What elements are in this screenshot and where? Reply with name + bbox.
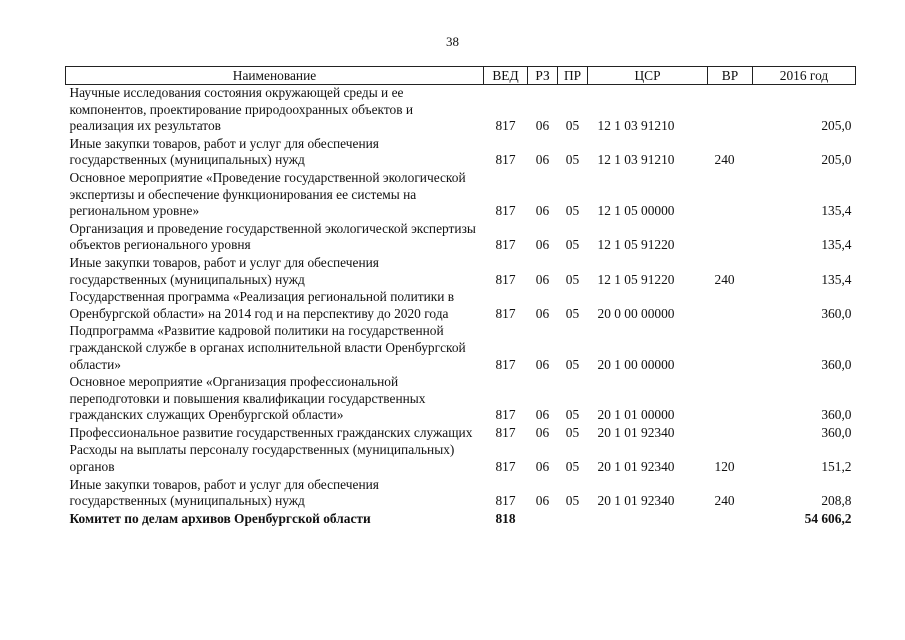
- table-row: [66, 289, 856, 323]
- table-row: [66, 85, 856, 136]
- row-csr: 12 1 03 91210: [597, 118, 675, 134]
- row-rz: 06: [535, 305, 550, 321]
- row-vr: [708, 170, 753, 221]
- row-amount: 360,0: [821, 305, 852, 321]
- row-ved: 817: [495, 152, 516, 168]
- total-ved: 818: [495, 510, 516, 526]
- row-amount: 360,0: [821, 424, 852, 440]
- row-amount: 135,4: [821, 237, 852, 253]
- row-rz: 06: [535, 203, 550, 219]
- header-csr: ЦСР: [588, 67, 708, 85]
- table-header-row: [66, 67, 856, 85]
- row-csr: 12 1 05 91220: [597, 237, 675, 253]
- row-name: Организация и проведение государственной экологической экспертизы объектов регионального уровня: [69, 220, 476, 253]
- row-ved: 817: [495, 424, 516, 440]
- table-row: [66, 221, 856, 255]
- row-amount: 205,0: [821, 118, 852, 134]
- header-rz: РЗ: [528, 67, 558, 85]
- row-rz: 06: [535, 424, 550, 440]
- row-ved: 817: [495, 459, 516, 475]
- row-vr: [708, 425, 753, 443]
- row-rz: 06: [535, 237, 550, 253]
- row-csr: 20 1 01 92340: [597, 459, 675, 475]
- row-ved: 817: [495, 493, 516, 509]
- total-name: Комитет по делам архивов Оренбургской области: [69, 510, 371, 526]
- total-csr: [588, 511, 708, 529]
- total-pr: [558, 511, 588, 529]
- row-pr: 05: [565, 459, 580, 475]
- page-number: 38: [446, 34, 459, 49]
- row-csr: 20 1 00 00000: [597, 356, 675, 372]
- row-csr: 20 1 01 00000: [597, 407, 675, 423]
- row-csr: 20 1 01 92340: [597, 493, 675, 509]
- row-pr: 05: [565, 118, 580, 134]
- row-ved: 817: [495, 407, 516, 423]
- row-rz: 06: [535, 152, 550, 168]
- row-amount: 135,4: [821, 271, 852, 287]
- table-row: [66, 425, 856, 443]
- row-amount: 360,0: [821, 407, 852, 423]
- row-name: Научные исследования состояния окружающей среды и ее компонентов, проектирование природоохранных объектов и реализация их результатов: [69, 85, 414, 134]
- row-vr: [708, 289, 753, 323]
- row-name: Основное мероприятие «Проведение государственной экологической экспертизы и обеспечение функционирования ее системы на региональном уровне»: [69, 169, 466, 219]
- row-ved: 817: [495, 203, 516, 219]
- row-pr: 05: [565, 305, 580, 321]
- row-rz: 06: [535, 356, 550, 372]
- row-rz: 06: [535, 118, 550, 134]
- row-name: Иные закупки товаров, работ и услуг для обеспечения государственных (муниципальных) нужд: [69, 254, 379, 287]
- row-vr: [708, 221, 753, 255]
- row-name: Профессиональное развитие государственных гражданских служащих: [69, 424, 473, 440]
- row-ved: 817: [495, 237, 516, 253]
- row-csr: 12 1 05 91220: [597, 271, 675, 287]
- row-rz: 06: [535, 459, 550, 475]
- row-amount: 360,0: [821, 356, 852, 372]
- row-ved: 817: [495, 356, 516, 372]
- header-vr: ВР: [708, 67, 753, 85]
- row-rz: 06: [535, 493, 550, 509]
- row-csr: 20 1 01 92340: [597, 424, 675, 440]
- table-row: [66, 374, 856, 425]
- row-amount: 205,0: [821, 152, 852, 168]
- row-name: Основное мероприятие «Организация профессиональной переподготовки и повышения квалификации государственных гражданских служащих Оренбургской области»: [69, 374, 426, 423]
- row-vr: [708, 323, 753, 374]
- row-name: Подпрограмма «Развитие кадровой политики на государственной гражданской службе в органах исполнительной власти Оренбургской области»: [69, 323, 466, 372]
- row-pr: 05: [565, 152, 580, 168]
- row-pr: 05: [565, 203, 580, 219]
- table-row: [66, 477, 856, 511]
- row-name: Иные закупки товаров, работ и услуг для обеспечения государственных (муниципальных) нужд: [69, 135, 379, 168]
- row-vr: [708, 374, 753, 425]
- total-rz: [528, 511, 558, 529]
- row-csr: 12 1 03 91210: [597, 152, 675, 168]
- row-pr: 05: [565, 356, 580, 372]
- table-row: [66, 136, 856, 170]
- row-amount: 151,2: [821, 459, 852, 475]
- budget-table: [65, 66, 856, 528]
- row-ved: 817: [495, 118, 516, 134]
- row-vr: 120: [714, 459, 735, 475]
- row-vr: 240: [714, 271, 735, 287]
- table-row: [66, 255, 856, 289]
- row-ved: 817: [495, 305, 516, 321]
- row-amount: 208,8: [821, 493, 852, 509]
- row-amount: 135,4: [821, 203, 852, 219]
- row-pr: 05: [565, 424, 580, 440]
- row-pr: 05: [565, 237, 580, 253]
- row-vr: [708, 85, 753, 136]
- row-vr: 240: [714, 493, 735, 509]
- header-ved: ВЕД: [484, 67, 528, 85]
- row-rz: 06: [535, 407, 550, 423]
- table-row: [66, 442, 856, 476]
- header-name: Наименование: [66, 67, 484, 85]
- table-total-row: [66, 511, 856, 529]
- row-ved: 817: [495, 271, 516, 287]
- row-csr: 12 1 05 00000: [597, 203, 675, 219]
- row-name: Государственная программа «Реализация региональной политики в Оренбургской области» на 2014 год и на перспективу до 2020 года: [69, 289, 455, 321]
- row-csr: 20 0 00 00000: [597, 305, 675, 321]
- header-year: 2016 год: [753, 67, 856, 85]
- total-vr: [708, 511, 753, 529]
- total-amount: 54 606,2: [804, 510, 852, 526]
- row-pr: 05: [565, 493, 580, 509]
- row-rz: 06: [535, 271, 550, 287]
- row-pr: 05: [565, 407, 580, 423]
- row-name: Иные закупки товаров, работ и услуг для обеспечения государственных (муниципальных) нужд: [69, 476, 379, 509]
- header-pr: ПР: [558, 67, 588, 85]
- table-row: [66, 170, 856, 221]
- table-row: [66, 323, 856, 374]
- row-vr: 240: [714, 152, 735, 168]
- row-pr: 05: [565, 271, 580, 287]
- row-name: Расходы на выплаты персоналу государственных (муниципальных) органов: [69, 442, 455, 475]
